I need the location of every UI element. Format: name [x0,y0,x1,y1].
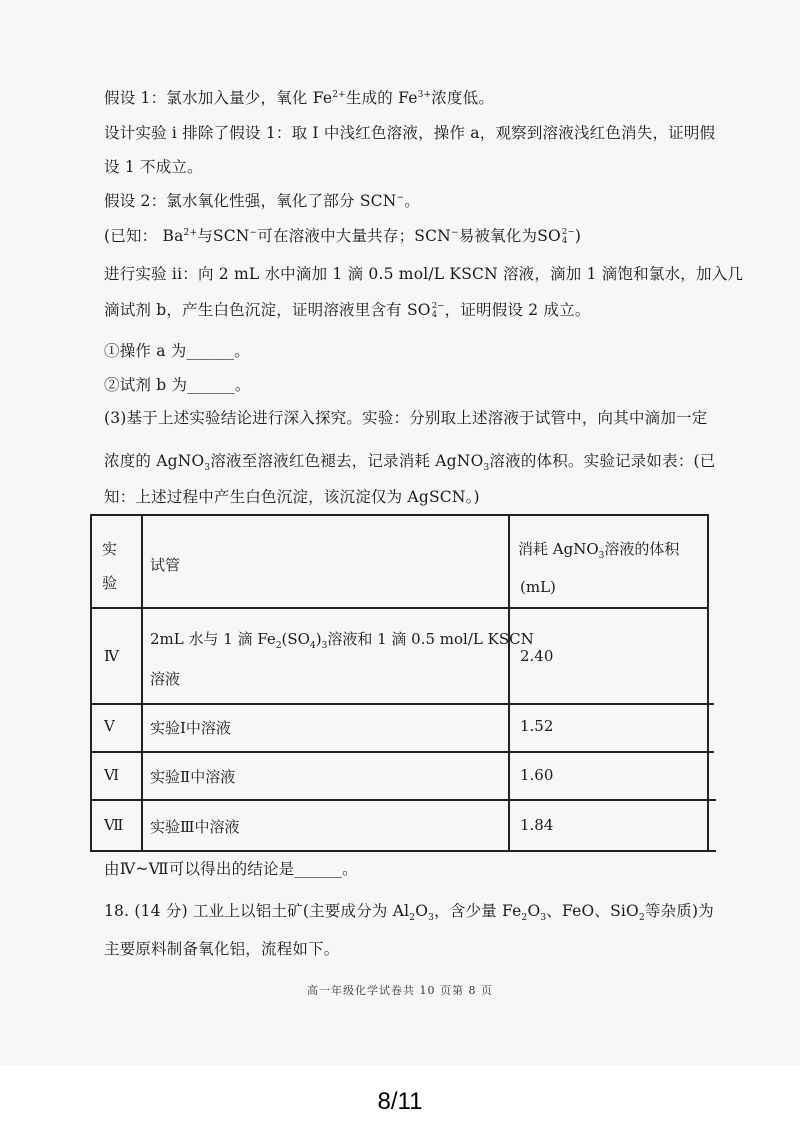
table-row-divider [90,703,714,705]
part-3-line3: 知：上述过程中产生白色沉淀，该沉淀仅为 AgSCN。) [104,488,480,506]
row-tube: 2mL 水与 1 滴 $Fe_2(SO_4)_3$溶液和 1 滴 0.5 mol/L KSCN [150,630,534,651]
header-experiment-2: 验 [102,574,118,592]
known-note: (已知： $Ba^{2+}$与SCN−可在溶液中大量共存；SCN−易被氧化为SO 2− 4 ) [104,227,582,246]
row-volume: 1.84 [520,816,554,834]
header-unit: (mL) [520,578,556,596]
hypothesis-2: 假设 2：氯水氧化性强，氧化了部分 SCN−。 [104,192,420,210]
table-row-divider [90,799,716,801]
header-volume: 消耗 AgNO$_3$溶液的体积 [518,540,680,561]
row-volume: 1.52 [520,717,554,735]
experiment-i-line2: 设 1 不成立。 [104,158,203,176]
experiment-ii-line2: 滴试剂 b，产生白色沉淀，证明溶液里含有 SO 2− 4 ，证明假设 2 成立。 [104,301,591,320]
experiment-i-line1: 设计实验 i 排除了假设 1：取 I 中浅红色溶液，操作 a，观察到溶液浅红色消失，证明假 [104,124,716,142]
row-id: Ⅶ [104,816,124,834]
header-experiment-1: 实 [102,540,118,558]
table-row-divider [90,751,714,753]
table-border-left [90,514,92,851]
row-tube: 实验Ⅲ中溶液 [150,818,240,836]
row-tube: 实验Ⅰ中溶液 [150,719,231,737]
table-col-divider [508,514,510,851]
hypothesis-1: 假设 1：氯水加入量少，氧化 $Fe^{2+}$生成的 $Fe^{3+}$浓度低。 [104,89,495,107]
table-border-top [90,514,708,516]
row-tube: 实验Ⅱ中溶液 [150,768,236,786]
table-border-right [707,514,709,851]
row-volume: 1.60 [520,766,554,784]
row-id: Ⅳ [104,647,119,665]
question-operation-a: ①操作 a 为______。 [104,342,250,360]
question-18-line1: 18. (14 分) 工业上以铝土矿(主要成分为 $Al_2O_3$，含少量 $Fe_2O_3$、FeO、SiO$_2$等杂质)为 [104,902,714,924]
experiment-table [90,514,708,851]
question-reagent-b: ②试剂 b 为______。 [104,376,251,394]
conclusion-question: 由Ⅳ~Ⅶ可以得出的结论是______。 [104,860,358,878]
table-col-divider [141,514,143,851]
row-id: Ⅵ [104,766,120,784]
part-3-line2: 浓度的 AgNO$_3$溶液至溶液红色褪去，记录消耗 AgNO$_3$溶液的体积。实验记录如表：(已 [104,452,716,474]
row-volume: 2.40 [520,647,554,665]
row-id: Ⅴ [104,717,115,735]
header-tube: 试管 [150,556,181,574]
part-3-line1: (3)基于上述实验结论进行深入探究。实验：分别取上述溶液于试管中，向其中滴加一定 [104,409,708,427]
exam-page-footer: 高一年级化学试卷共 10 页第 8 页 [307,984,493,997]
experiment-ii-line1: 进行实验 ii：向 2 mL 水中滴加 1 滴 0.5 mol/L KSCN 溶液，滴加 1 滴饱和氯水，加入几 [104,265,744,283]
table-header-divider [90,607,708,609]
table-border-bottom [90,850,716,852]
question-18-line2: 主要原料制备氧化铝，流程如下。 [104,940,340,958]
page-counter: 8/11 [377,1088,423,1115]
row-tube-line2: 溶液 [150,670,181,688]
